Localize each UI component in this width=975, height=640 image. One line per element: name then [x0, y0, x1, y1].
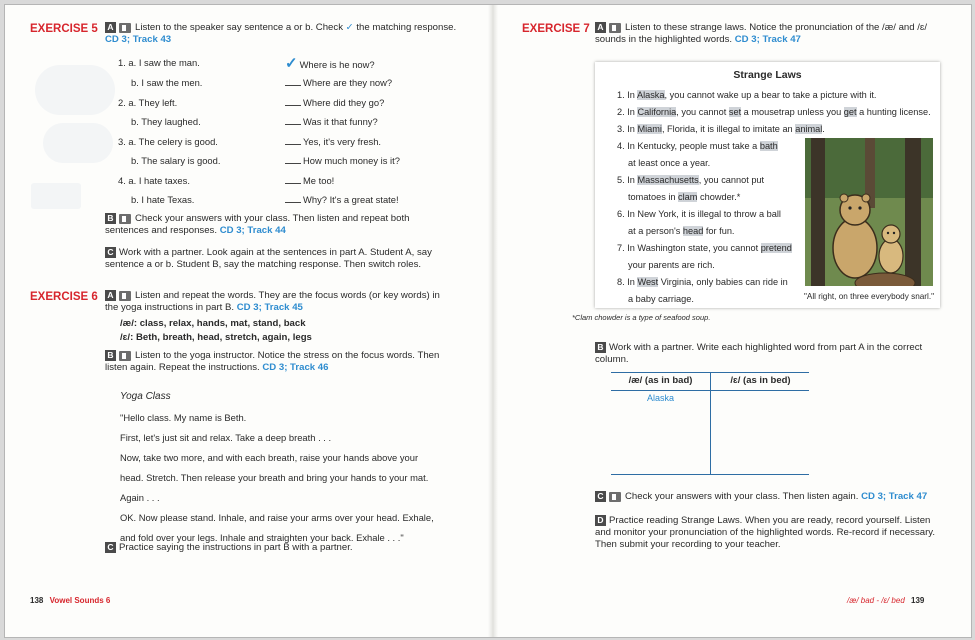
page-number: 139 [911, 596, 925, 605]
ex5-b-instructions: Check your answers with your class. Then listen and repeat both sentences and responses. [105, 213, 410, 237]
footnote: *Clam chowder is a type of seafood soup. [572, 313, 711, 322]
law-item: 7. In Washington state, you cannot pretend [617, 243, 792, 253]
ex6-a-instructions: Listen and repeat the words. They are the focus words (or key words) in the yoga instructions in part B. [105, 290, 440, 314]
law-item: 5. In Massachusetts, you cannot put [617, 175, 765, 185]
sentence-option: b. I hate Texas. [131, 194, 195, 205]
bear-cartoon-illustration [805, 138, 933, 286]
highlighted-word: animal [795, 124, 823, 134]
strange-laws-box [595, 62, 940, 308]
faded-graphic [43, 123, 113, 163]
highlighted-word: bath [759, 141, 778, 151]
highlighted-word: pretend [760, 243, 792, 253]
response-option[interactable] [285, 97, 384, 108]
cd-track: CD 3; Track 46 [262, 362, 329, 374]
highlighted-word: clam [678, 192, 698, 202]
law-item: 6. In New York, it is illegal to throw a ball [617, 209, 781, 219]
yoga-line: Now, take two more, and with each breath, raise your hands above your [120, 452, 419, 463]
ex7-part-b [595, 342, 935, 366]
e-word-list: /ɛ/: Beth, breath, head, stretch, again, legs [120, 332, 312, 343]
sentence-option: 4. a. I hate taxes. [118, 175, 190, 186]
exercise-5-title: EXERCISE 5 [30, 23, 98, 35]
response-text: Was it that funny? [303, 116, 378, 127]
yoga-line: head. Stretch. Then release your breath and bring your hands to your mat. [120, 472, 429, 483]
highlighted-word: set [728, 107, 742, 117]
law-item: 1. In Alaska, you cannot wake up a bear to take a picture with it. [617, 90, 877, 100]
part-b-label: B [105, 213, 116, 224]
ex5-a-instructions-2: the matching response. [356, 22, 457, 34]
part-b-label: B [595, 342, 606, 353]
yoga-line: and fold over your legs. Inhale and straighten your back. Exhale . . ." [120, 532, 404, 543]
sentence-option: 3. a. The celery is good. [118, 136, 218, 147]
cd-track: CD 3; Track 43 [105, 34, 172, 46]
part-a-label: A [595, 22, 606, 33]
speaker-icon[interactable] [119, 214, 131, 224]
part-a-label: A [105, 290, 116, 301]
law-item-cont: at a person's head for fun. [628, 226, 735, 236]
sentence-option: 2. a. They left. [118, 97, 178, 108]
sentence-option: b. The salary is good. [131, 155, 221, 166]
ex5-c-instructions: Work with a partner. Look again at the sentences in part A. Student A, say sentence a or b. Student B, say the matching response. Then switch roles. [105, 247, 432, 271]
sentence-option: 1. a. I saw the man. [118, 57, 200, 68]
ex7-part-c [595, 491, 935, 503]
law-item-cont: tomatoes in clam chowder.* [628, 192, 741, 202]
exercise-7-title: EXERCISE 7 [522, 23, 590, 35]
law-item-cont: a baby carriage. [628, 294, 694, 304]
footer-title: /æ/ bad - /ɛ/ bed [847, 596, 905, 605]
ex5-a-instructions: Listen to the speaker say sentence a or b. Check [135, 22, 343, 34]
ex7-a-instructions: Listen to these strange laws. Notice the pronunciation of the /æ/ and /ɛ/ sounds in the highlighted words. [595, 22, 927, 46]
ex6-part-a [105, 290, 455, 314]
answer-blank[interactable] [285, 124, 301, 125]
response-text: Why? It's a great state! [303, 194, 399, 205]
part-c-label: C [105, 542, 116, 553]
part-c-label: C [105, 247, 116, 258]
highlighted-word: Alaska [636, 90, 665, 100]
response-text: Me too! [303, 175, 335, 186]
response-option[interactable] [285, 155, 400, 166]
law-item-cont: your parents are rich. [628, 260, 715, 270]
law-item: 3. In Miami, Florida, it is illegal to imitate an animal. [617, 124, 825, 134]
speaker-icon[interactable] [119, 23, 131, 33]
law-item-cont: at least once a year. [628, 158, 711, 168]
law-item: 4. In Kentucky, people must take a bath [617, 141, 778, 151]
ex6-b-instructions: Listen to the yoga instructor. Notice the stress on the focus words. Then listen again. Repeat the instructions. [105, 350, 440, 374]
right-footer [847, 596, 924, 605]
response-option[interactable] [285, 136, 381, 147]
ex7-part-d [595, 515, 945, 551]
cartoon-caption: "All right, on three everybody snarl." [803, 292, 935, 301]
response-option[interactable] [285, 175, 334, 186]
law-item: 2. In California, you cannot set a mousetrap unless you get a hunting license. [617, 107, 931, 117]
answer-blank[interactable] [285, 85, 301, 86]
checkmark-icon: ✓ [345, 22, 354, 34]
highlighted-word: get [843, 107, 857, 117]
table-cell[interactable]: Alaska [646, 393, 674, 403]
response-text: Where are they now? [303, 77, 393, 88]
ex7-d-instructions: Practice reading Strange Laws. When you are ready, record yourself. Listen and monitor your pronunciation of the highlighted words. Re-record if necessary. Then submit your recording to your teacher. [595, 515, 936, 551]
response-option[interactable] [285, 194, 399, 205]
table-column-divider [710, 372, 711, 475]
highlighted-word: Miami [637, 124, 662, 134]
cd-track: CD 3; Track 44 [219, 225, 286, 237]
table-bottom-rule [611, 474, 809, 475]
speaker-icon[interactable] [609, 23, 621, 33]
cd-track: CD 3; Track 47 [734, 34, 801, 46]
part-c-label: C [595, 491, 606, 502]
ex6-part-c [105, 542, 455, 554]
highlighted-word: West [637, 277, 659, 287]
column-header-ae: /æ/ (as in bad) [628, 375, 693, 386]
response-option[interactable] [285, 77, 392, 88]
yoga-title: Yoga Class [120, 391, 171, 402]
part-a-label: A [105, 22, 116, 33]
highlighted-word: California [637, 107, 677, 117]
speaker-icon[interactable] [119, 291, 131, 301]
response-text: Where is he now? [299, 59, 375, 70]
answer-blank[interactable] [285, 144, 301, 145]
column-header-e: /ɛ/ (as in bed) [730, 375, 791, 386]
footer-title: Vowel Sounds 6 [49, 596, 111, 605]
cd-track: CD 3; Track 47 [861, 491, 928, 503]
response-text: Where did they go? [303, 97, 385, 108]
faded-graphic [35, 65, 115, 115]
response-option[interactable] [285, 116, 378, 127]
box-title: Strange Laws [733, 69, 802, 81]
response-option[interactable] [285, 54, 375, 72]
answer-table [611, 372, 809, 475]
response-text: Yes, it's very fresh. [303, 136, 382, 147]
ex5-part-a [105, 22, 465, 46]
highlighted-word: head [682, 226, 704, 236]
ex7-c-instructions: Check your answers with your class. Then listen again. [625, 491, 859, 503]
part-d-label: D [595, 515, 606, 526]
ex6-part-b [105, 350, 455, 374]
left-footer [30, 596, 110, 605]
ex7-part-a [595, 22, 935, 46]
answer-blank[interactable] [285, 183, 301, 184]
page-number: 138 [30, 596, 44, 605]
check-mark: ✓ [285, 55, 298, 72]
sentence-option: b. I saw the men. [131, 77, 203, 88]
cd-track: CD 3; Track 45 [236, 302, 303, 314]
book-spread [4, 4, 972, 638]
highlighted-word: Massachusetts [637, 175, 699, 185]
response-text: How much money is it? [303, 155, 400, 166]
yoga-line: First, let's just sit and relax. Take a deep breath . . . [120, 432, 332, 443]
ex6-c-instructions: Practice saying the instructions in part B with a partner. [119, 542, 353, 554]
yoga-line: "Hello class. My name is Beth. [120, 412, 247, 423]
answer-blank[interactable] [285, 202, 301, 203]
answer-blank[interactable] [285, 105, 301, 106]
page-gutter [488, 5, 498, 637]
answer-blank[interactable] [285, 163, 301, 164]
law-item: 8. In West Virginia, only babies can ride in [617, 277, 788, 287]
ex5-part-b [105, 213, 455, 237]
speaker-icon[interactable] [609, 492, 621, 502]
exercise-6-title: EXERCISE 6 [30, 291, 98, 303]
part-b-label: B [105, 350, 116, 361]
faded-graphic [31, 183, 81, 209]
ex7-b-instructions: Work with a partner. Write each highlighted word from part A in the correct column. [595, 342, 923, 366]
yoga-class-text [120, 391, 460, 552]
sentence-option: b. They laughed. [131, 116, 201, 127]
yoga-line: Again . . . [120, 492, 160, 503]
ae-word-list: /æ/: class, relax, hands, mat, stand, back [120, 318, 306, 329]
speaker-icon[interactable] [119, 351, 131, 361]
ex5-part-c [105, 247, 455, 271]
yoga-line: OK. Now please stand. Inhale, and raise your arms over your head. Exhale, [120, 512, 434, 523]
